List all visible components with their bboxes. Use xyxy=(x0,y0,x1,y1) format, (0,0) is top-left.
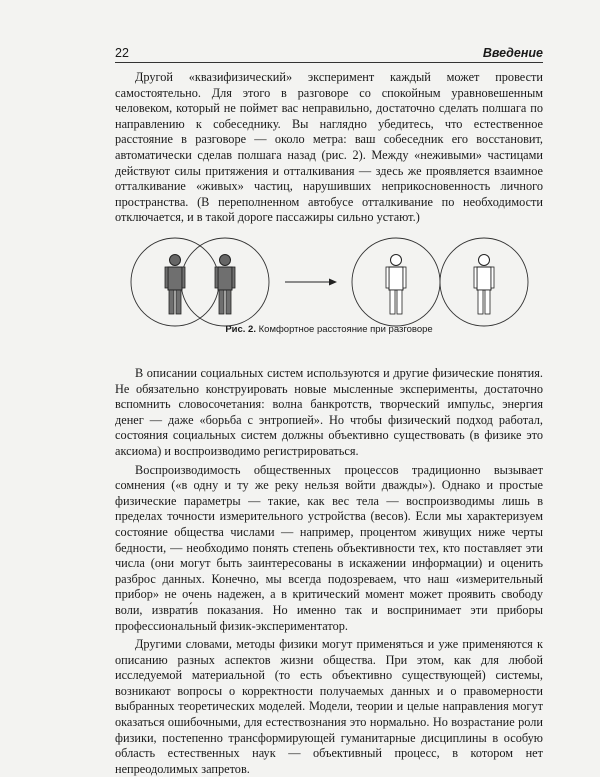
paragraph: В описании социальных систем используются и другие физические понятия. Не обязательно конструировать новые мысленные эксперименты, достаточно вспомнить словосочетания: волна банкротств, творческий импульс, энергия денег — даже «борьба с энтропией». Но чтобы физический подход работал, состояния социальных систем должны объективно существовать (в физике это аксиома) и воспроизводимо регистрироваться. xyxy=(115,366,543,458)
paragraph: Другой «квазифизический» эксперимент каждый может провести самостоятельно. Для этого в разговоре со спокойным уравновешенным человеком, который не поймет вас неправильно, достаточно сделать полшага по направлению к собеседнику. Вы наглядно убедитесь, что естественное расстояние в разговоре — около метра: ваш собеседник его восстановит, автоматически сделав полшага назад (рис. 2). Между «неживыми» частицами действуют силы притяжения и отталкивания — здесь же проявляется взаимное отталкивание «живых» частиц, нарушивших неприкосновенность личного пространства. (В переполненном автобусе отталкивание по необходимости отключается, и в такой дороге пассажиры сильно устают.) xyxy=(115,70,543,225)
person-outline-2 xyxy=(474,255,494,315)
figure-comfortable-distance xyxy=(115,236,543,328)
arrow xyxy=(285,279,337,286)
caption-text: Комфортное расстояние при разговоре xyxy=(258,324,433,335)
caption-label: Рис. 2. xyxy=(225,324,256,335)
person-grey-2 xyxy=(215,255,235,315)
running-header xyxy=(115,44,543,63)
figure-caption xyxy=(115,324,543,335)
paragraph: Воспроизводимость общественных процессов традиционно вызывает сомнения («в одну и ту же реку нельзя войти дважды»). Однако и простые физические параметры — такие, как вес тела — воспроизводимы лишь в пределах точности измерительного устройства (весов). Если мы характеризуем состояние общества числами — например, процентом живущих ниже черты бедности, — необходимо понять степень объективности тех, кто поставляет эти числа (они могут быть заинтересованы в искажении информации) и оценить разброс данных. Конечно, мы всегда подозреваем, что наш «измерительный прибор» не очень надежен, а в критический момент может проявить свободу воли, изврати́в показания. Но именно так и воспринимает эти приборы профессиональный физик-экспериментатор. xyxy=(115,462,543,633)
paragraph: Другими словами, методы физики могут применяться и уже применяются к описанию разных аспектов жизни общества. При этом, как для любой исследуемой материальной (то есть объективно существующей) системы, возникают вопросы о корректности получаемых данных и о правомерности выбранных теоретических моделей. Модели, теории и целые направления могут оказаться ошибочными, для естествознания это нормально. Но возрастание роли физики, постепенно трансформирующей гуманитарные дисциплины в особую область естественных наук — объективный процесс, в котором нет непреодолимых запретов. xyxy=(115,637,543,776)
person-grey-1 xyxy=(165,255,185,315)
page-number: 22 xyxy=(115,46,129,60)
text-block-top xyxy=(115,70,543,226)
person-outline-1 xyxy=(386,255,406,315)
overlapping-circles-group xyxy=(131,238,269,326)
section-title: Введение xyxy=(482,46,543,60)
tangent-circles-group xyxy=(352,238,528,326)
text-block-bottom xyxy=(115,366,543,777)
